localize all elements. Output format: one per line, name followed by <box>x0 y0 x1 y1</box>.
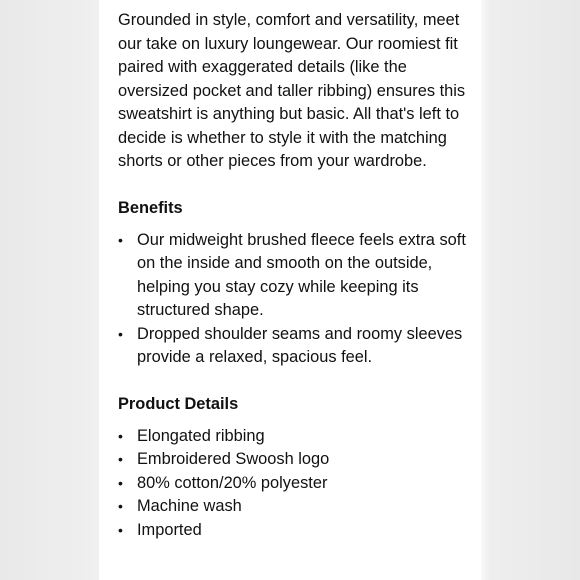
bullet-icon: • <box>118 427 123 444</box>
list-item <box>118 323 468 370</box>
benefits-heading: Benefits <box>118 199 183 217</box>
bullet-icon: • <box>118 451 123 467</box>
product-description-card <box>99 0 481 580</box>
list-item <box>118 425 468 449</box>
list-item-text: Dropped shoulder seams and roomy sleeves provide a relaxed, spacious feel. <box>137 324 463 366</box>
list-item <box>118 495 468 519</box>
product-details-heading: Product Details <box>118 395 239 413</box>
product-details-list <box>118 425 468 543</box>
bullet-icon: • <box>118 521 123 538</box>
bullet-icon: • <box>118 325 123 342</box>
product-description <box>118 9 468 542</box>
list-item <box>118 472 468 496</box>
list-item <box>118 519 468 543</box>
list-item-text: Elongated ribbing <box>137 426 265 445</box>
list-item-text: Embroidered Swoosh logo <box>137 450 330 468</box>
list-item-text: Imported <box>137 520 202 539</box>
list-item-text: Our midweight brushed fleece feels extra soft on the inside and smooth on the outside, helping you stay cozy while keeping its structured shape. <box>137 230 466 319</box>
bullet-icon: • <box>118 474 123 491</box>
intro-paragraph: Grounded in style, comfort and versatility, meet our take on luxury loungewear. Our roomiest fit paired with exaggerated details (like the oversized pocket and taller ribbing) ensures this sweatshirt is anything but basic. All that's left to decide is whether to style it with the matching shorts or other pieces from your wardrobe. <box>118 11 466 170</box>
list-item-text: 80% cotton/20% polyester <box>137 473 328 492</box>
bullet-icon: • <box>118 498 123 514</box>
bullet-icon: • <box>118 231 123 248</box>
benefits-list <box>118 229 468 370</box>
list-item-text: Machine wash <box>137 497 242 515</box>
list-item <box>118 448 468 472</box>
list-item <box>118 229 468 323</box>
